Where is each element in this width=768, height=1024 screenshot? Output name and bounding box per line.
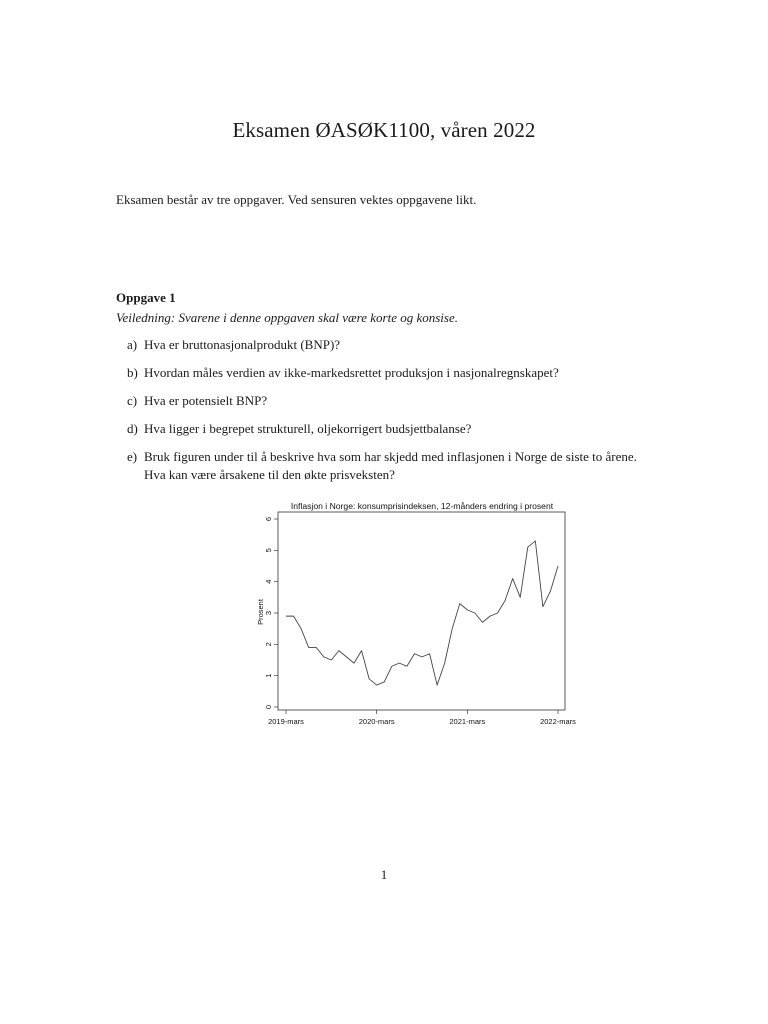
y-tick-label: 5 <box>264 548 273 553</box>
y-tick-label: 1 <box>264 673 273 678</box>
x-tick-label: 2020-mars <box>358 717 395 726</box>
question-label: b) <box>127 365 138 380</box>
x-tick-label: 2019-mars <box>268 717 304 726</box>
question-text-continued: Hva kan være årsakene til den økte prisveksten? <box>144 467 395 482</box>
x-tick-label: 2021-mars <box>449 717 486 726</box>
question-item <box>116 336 676 354</box>
question-text: Hva ligger i begrepet strukturell, oljekorrigert budsjettbalanse? <box>144 421 472 436</box>
document-title: Eksamen ØASØK1100, våren 2022 <box>232 118 536 142</box>
question-label: c) <box>127 393 138 408</box>
question-label: d) <box>127 421 138 436</box>
question-text: Bruk figuren under til å beskrive hva som har skjedd med inflasjonen i Norge de siste to årene. <box>144 449 637 464</box>
y-tick-label: 2 <box>264 642 273 647</box>
inflation-chart <box>240 492 580 732</box>
question-item <box>116 364 676 382</box>
question-label: e) <box>127 449 138 464</box>
question-item <box>116 448 676 484</box>
question-text: Hva er bruttonasjonalprodukt (BNP)? <box>144 337 341 352</box>
question-item <box>116 392 676 410</box>
y-tick-label: 4 <box>264 579 273 584</box>
y-tick-label: 3 <box>264 610 273 616</box>
question-text: Hva er potensielt BNP? <box>144 393 268 408</box>
question-text: Hvordan måles verdien av ikke-markedsrettet produksjon i nasjonalregnskapet? <box>144 365 559 380</box>
task-instructions: Veiledning: Svarene i denne oppgaven skal være korte og konsise. <box>116 310 458 325</box>
intro-text: Eksamen består av tre oppgaver. Ved sensuren vektes oppgavene likt. <box>116 192 477 207</box>
page-number: 1 <box>380 867 388 882</box>
question-label: a) <box>127 337 138 352</box>
chart-title: Inflasjon i Norge: konsumprisindeksen, 12-månders endring i prosent <box>290 501 554 511</box>
y-tick-label: 0 <box>264 704 273 710</box>
task-heading: Oppgave 1 <box>116 290 176 305</box>
plot-frame <box>278 512 565 710</box>
question-list <box>116 336 676 494</box>
inflation-figure <box>240 492 580 732</box>
question-item <box>116 420 676 438</box>
y-tick-label: 6 <box>264 516 273 522</box>
y-axis-label: Prosent <box>256 599 265 625</box>
x-tick-label: 2022-mars <box>540 717 576 726</box>
